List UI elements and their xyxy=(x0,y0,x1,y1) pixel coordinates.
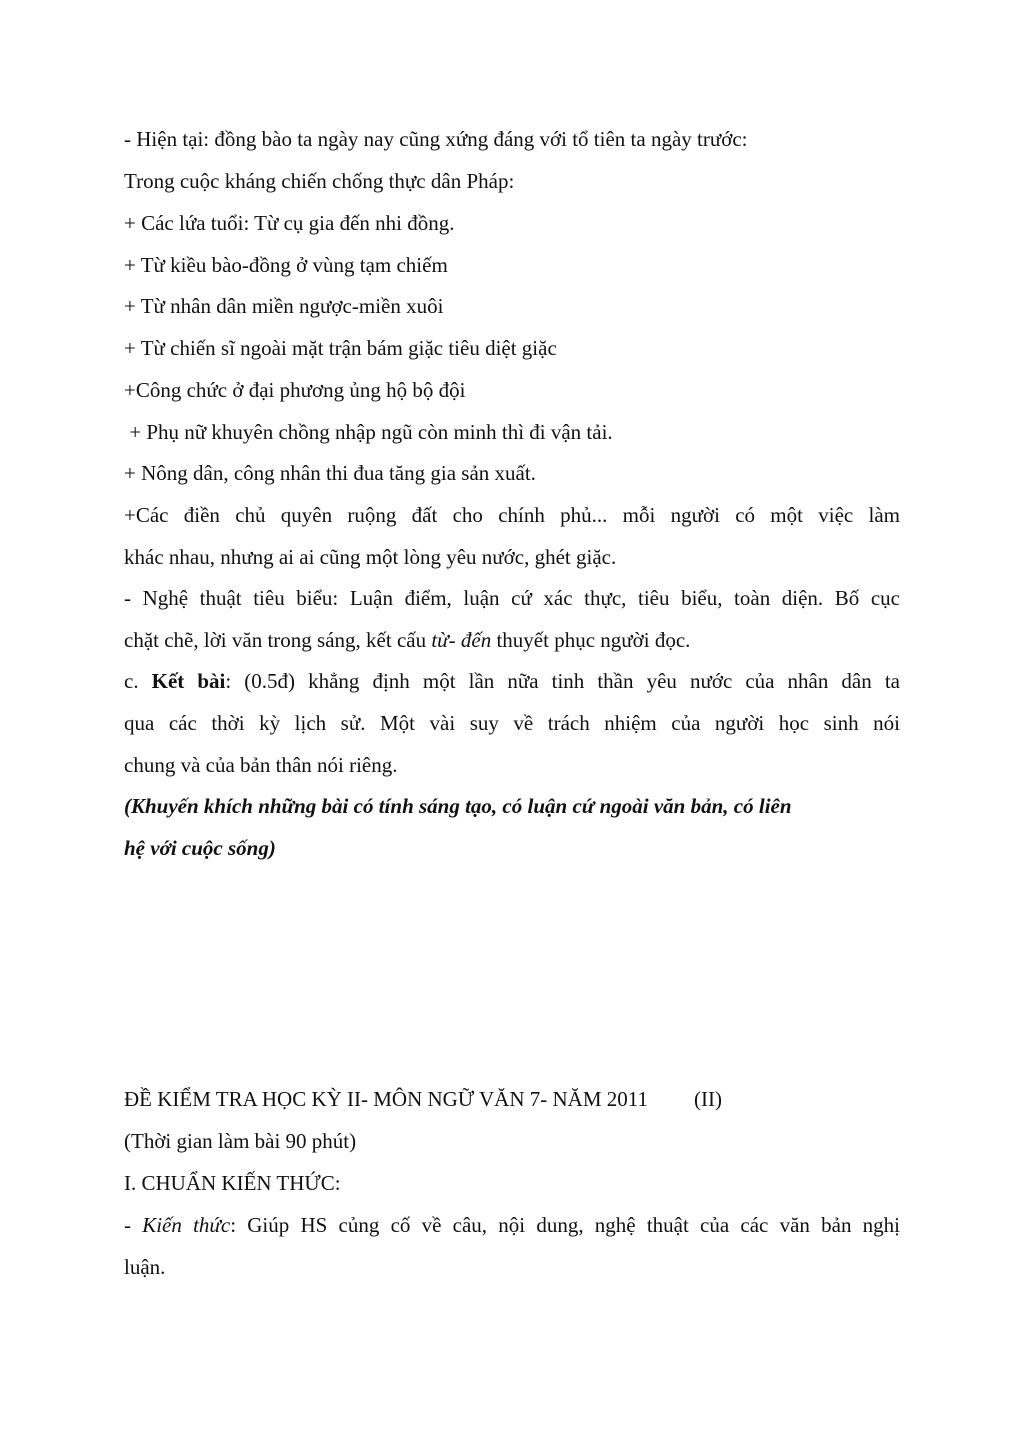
kien-thuc-label: Kiến thức xyxy=(142,1213,231,1237)
ket-bai-line-3: chung và của bản thân nói riêng. xyxy=(124,753,398,777)
ket-bai-prefix: c. xyxy=(124,669,152,693)
example-item-1: + Các lứa tuổi: Từ cụ gia đến nhi đồng. xyxy=(124,211,455,235)
line-trong-cuoc: Trong cuộc kháng chiến chống thực dân Pháp: xyxy=(124,169,515,193)
note-line-1: (Khuyến khích những bài có tính sáng tạo, có luận cứ ngoài văn bản, có liên xyxy=(124,794,792,818)
kien-thuc-line-1 xyxy=(124,1211,900,1239)
exam-title-line xyxy=(124,1085,900,1113)
kien-thuc-dash: - xyxy=(124,1213,143,1237)
example-item-5: +Công chức ở đại phương ủng hộ bộ đội xyxy=(124,378,466,402)
section-heading: I. CHUẨN KIẾN THỨC: xyxy=(124,1171,341,1195)
line-hien-tai: - Hiện tại: đồng bào ta ngày nay cũng xứng đáng với tổ tiên ta ngày trước: xyxy=(124,127,748,151)
ket-bai-line-1-rest: : (0.5đ) khẳng định một lần nữa tinh thần yêu nước của nhân dân ta xyxy=(225,669,900,693)
exam-code: (II) xyxy=(693,1087,722,1111)
nghe-thuat-line-1: - Nghệ thuật tiêu biểu: Luận điểm, luận cứ xác thực, tiêu biểu, toàn diện. Bố cục xyxy=(124,586,900,610)
example-item-2: + Từ kiều bào-đồng ở vùng tạm chiếm xyxy=(124,253,448,277)
example-item-6: + Phụ nữ khuyên chồng nhập ngũ còn minh thì đi vận tải. xyxy=(124,420,613,444)
note-line-2: hệ với cuộc sống) xyxy=(124,836,276,860)
exam-title: ĐỀ KIỂM TRA HỌC KỲ II- MÔN NGỮ VĂN 7- NĂM 2011 xyxy=(124,1087,648,1111)
ket-bai-label: Kết bài xyxy=(151,669,226,693)
ket-bai-line-2: qua các thời kỳ lịch sử. Một vài suy về trách nhiệm của người học sinh nói xyxy=(124,711,900,735)
nghe-thuat-line-2 xyxy=(124,626,900,654)
example-item-4: + Từ chiến sĩ ngoài mặt trận bám giặc tiêu diệt giặc xyxy=(124,336,557,360)
nghe-thuat-italic-term: từ- đến xyxy=(431,628,492,652)
ket-bai-line-1 xyxy=(124,667,900,695)
nghe-thuat-text-a: chặt chẽ, lời văn trong sáng, kết cấu xyxy=(124,628,432,652)
dien-chu-line-2: khác nhau, nhưng ai ai cũng một lòng yêu nước, ghét giặc. xyxy=(124,545,617,569)
exam-duration: (Thời gian làm bài 90 phút) xyxy=(124,1129,357,1153)
nghe-thuat-text-b: thuyết phục người đọc. xyxy=(491,628,691,652)
example-item-3: + Từ nhân dân miền ngược-miền xuôi xyxy=(124,294,444,318)
kien-thuc-line-2: luận. xyxy=(124,1255,166,1279)
dien-chu-line-1: +Các điền chủ quyên ruộng đất cho chính phủ... mỗi người có một việc làm xyxy=(124,503,900,527)
example-item-7: + Nông dân, công nhân thi đua tăng gia sản xuất. xyxy=(124,461,536,485)
kien-thuc-line-1-rest: : Giúp HS củng cố về câu, nội dung, nghệ thuật của các văn bản nghị xyxy=(230,1213,900,1237)
